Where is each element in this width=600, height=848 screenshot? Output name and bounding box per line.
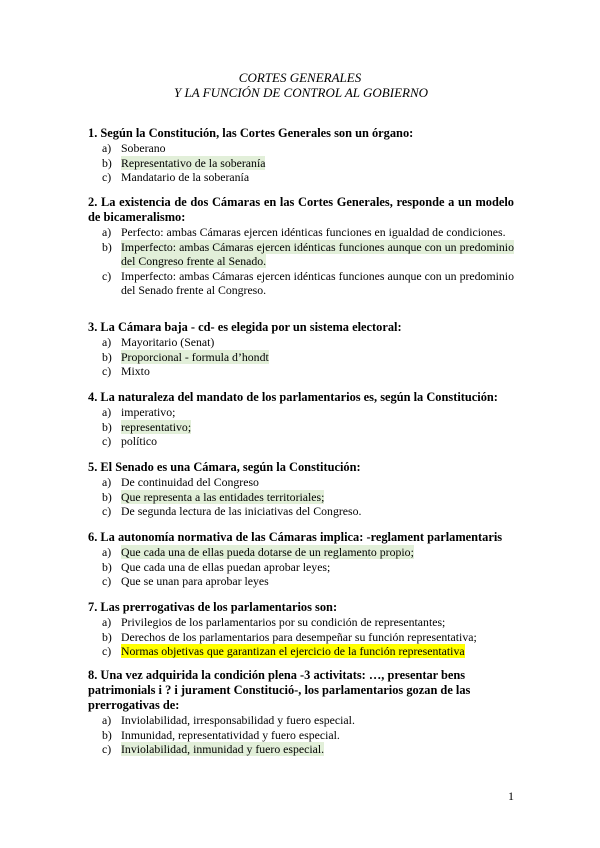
option-text: Perfecto: ambas Cámaras ejercen idénticas funciones en igualdad de condiciones. (121, 225, 506, 239)
option-text: De segunda lectura de las iniciativas del Congreso. (121, 504, 362, 518)
option-b (88, 490, 514, 505)
title-line-1: CORTES GENERALES (238, 70, 362, 85)
question-text: 8. Una vez adquirida la condición plena -3 activitats: …, presentar bens patrimonials i ? i jurament Constitució-, los parlamentarios gozan de las prerrogativas de: (88, 668, 471, 712)
question-1 (88, 126, 514, 185)
option-text: Mandatario de la soberanía (121, 170, 250, 184)
option-c (88, 170, 514, 185)
option-letter: c) (102, 434, 112, 448)
options-list (88, 545, 514, 589)
option-c (88, 574, 514, 589)
option-c (88, 644, 514, 659)
option-text-highlighted: Que representa a las entidades territoriales; (121, 489, 325, 504)
option-b (88, 240, 514, 269)
question-text: 5. El Senado es una Cámara, según la Constitución: (88, 460, 361, 474)
option-text-highlighted: Imperfecto: ambas Cámaras ejercen idénticas funciones aunque con un predominio del Congreso frente al Senado. (121, 239, 514, 268)
option-text: Soberano (121, 141, 166, 155)
option-text: Derechos de los parlamentarios para desempeñar su función representativa; (121, 629, 477, 644)
options-list (88, 225, 514, 298)
option-text-highlighted: Que cada una de ellas pueda dotarse de un reglamento propio; (121, 545, 414, 559)
option-b (88, 630, 514, 645)
question-text: 6. La autonomía normativa de las Cámaras implica: -reglament parlamentaris (88, 530, 503, 544)
option-c (88, 364, 514, 379)
option-a (88, 335, 514, 350)
option-b (88, 156, 514, 171)
title-line-2: Y LA FUNCIÓN DE CONTROL AL GOBIERNO (173, 85, 429, 100)
option-letter: c) (102, 504, 112, 518)
question-text: 1. Según la Constitución, las Cortes Generales son un órgano: (88, 126, 414, 140)
option-b (88, 350, 514, 365)
option-c (88, 742, 514, 757)
question-text: 7. Las prerrogativas de los parlamentarios son: (88, 600, 338, 614)
options-list (88, 713, 514, 757)
option-letter: b) (102, 489, 112, 504)
option-b (88, 728, 514, 743)
option-a (88, 545, 514, 560)
option-letter: a) (102, 615, 112, 629)
question-6 (88, 530, 514, 589)
option-text: Que se unan para aprobar leyes (121, 574, 269, 588)
option-text: Privilegios de los parlamentarios por su condición de representantes; (121, 615, 446, 629)
option-text: Mayoritario (Senat) (121, 335, 215, 349)
option-letter: c) (102, 574, 112, 588)
options-list (88, 335, 514, 379)
options-list (88, 615, 514, 659)
option-letter: c) (102, 742, 112, 756)
option-text-highlighted: Proporcional - formula d’hondt (121, 349, 269, 364)
document-title (0, 70, 600, 100)
option-text-highlighted: Normas objetivas que garantizan el ejercicio de la función representativa (121, 644, 465, 658)
option-text: De continuidad del Congreso (121, 475, 259, 489)
option-letter: b) (102, 727, 112, 742)
option-letter: a) (102, 405, 112, 419)
option-text-highlighted: representativo; (121, 419, 192, 434)
question-text: 3. La Cámara baja - cd- es elegida por un sistema electoral: (88, 320, 402, 334)
option-b (88, 560, 514, 575)
option-letter: b) (102, 419, 112, 434)
option-text: político (121, 434, 158, 448)
option-letter: a) (102, 141, 112, 155)
option-text: imperativo; (121, 405, 176, 419)
option-text: Mixto (121, 364, 150, 378)
question-7 (88, 600, 514, 659)
option-letter: c) (102, 644, 112, 658)
option-text: Inviolabilidad, irresponsabilidad y fuero especial. (121, 713, 355, 727)
option-letter: c) (102, 268, 112, 283)
option-text: Imperfecto: ambas Cámaras ejercen idénticas funciones aunque con un predominio del Senado frente al Congreso. (121, 268, 514, 297)
options-list (88, 141, 514, 185)
option-letter: a) (102, 545, 112, 559)
options-list (88, 475, 514, 519)
option-text: Que cada una de ellas puedan aprobar leyes; (121, 559, 331, 574)
option-letter: c) (102, 170, 112, 184)
option-letter: a) (102, 713, 112, 727)
option-a (88, 225, 514, 240)
question-8 (88, 668, 514, 757)
option-letter: b) (102, 155, 112, 170)
question-4 (88, 390, 514, 449)
question-3 (88, 320, 514, 379)
option-letter: a) (102, 475, 112, 489)
option-c (88, 504, 514, 519)
question-text: 2. La existencia de dos Cámaras en las Cortes Generales, responde a un modelo de bicameralismo: (88, 195, 514, 224)
option-text-highlighted: Representativo de la soberanía (121, 155, 266, 170)
option-c (88, 269, 514, 298)
option-a (88, 475, 514, 490)
option-b (88, 420, 514, 435)
option-text-highlighted: Inviolabilidad, inmunidad y fuero especial. (121, 742, 325, 756)
options-list (88, 405, 514, 449)
option-letter: b) (102, 239, 112, 254)
question-text: 4. La naturaleza del mandato de los parlamentarios es, según la Constitución: (88, 390, 498, 404)
page-number: 1 (508, 789, 514, 803)
option-letter: a) (102, 225, 112, 239)
option-letter: b) (102, 349, 112, 364)
option-letter: b) (102, 559, 112, 574)
option-a (88, 405, 514, 420)
option-letter: b) (102, 629, 112, 644)
option-letter: c) (102, 364, 112, 378)
option-a (88, 141, 514, 156)
option-letter: a) (102, 335, 112, 349)
option-c (88, 434, 514, 449)
question-2 (88, 195, 514, 298)
option-a (88, 713, 514, 728)
option-text: Inmunidad, representatividad y fuero especial. (121, 727, 340, 742)
option-a (88, 615, 514, 630)
question-5 (88, 460, 514, 519)
